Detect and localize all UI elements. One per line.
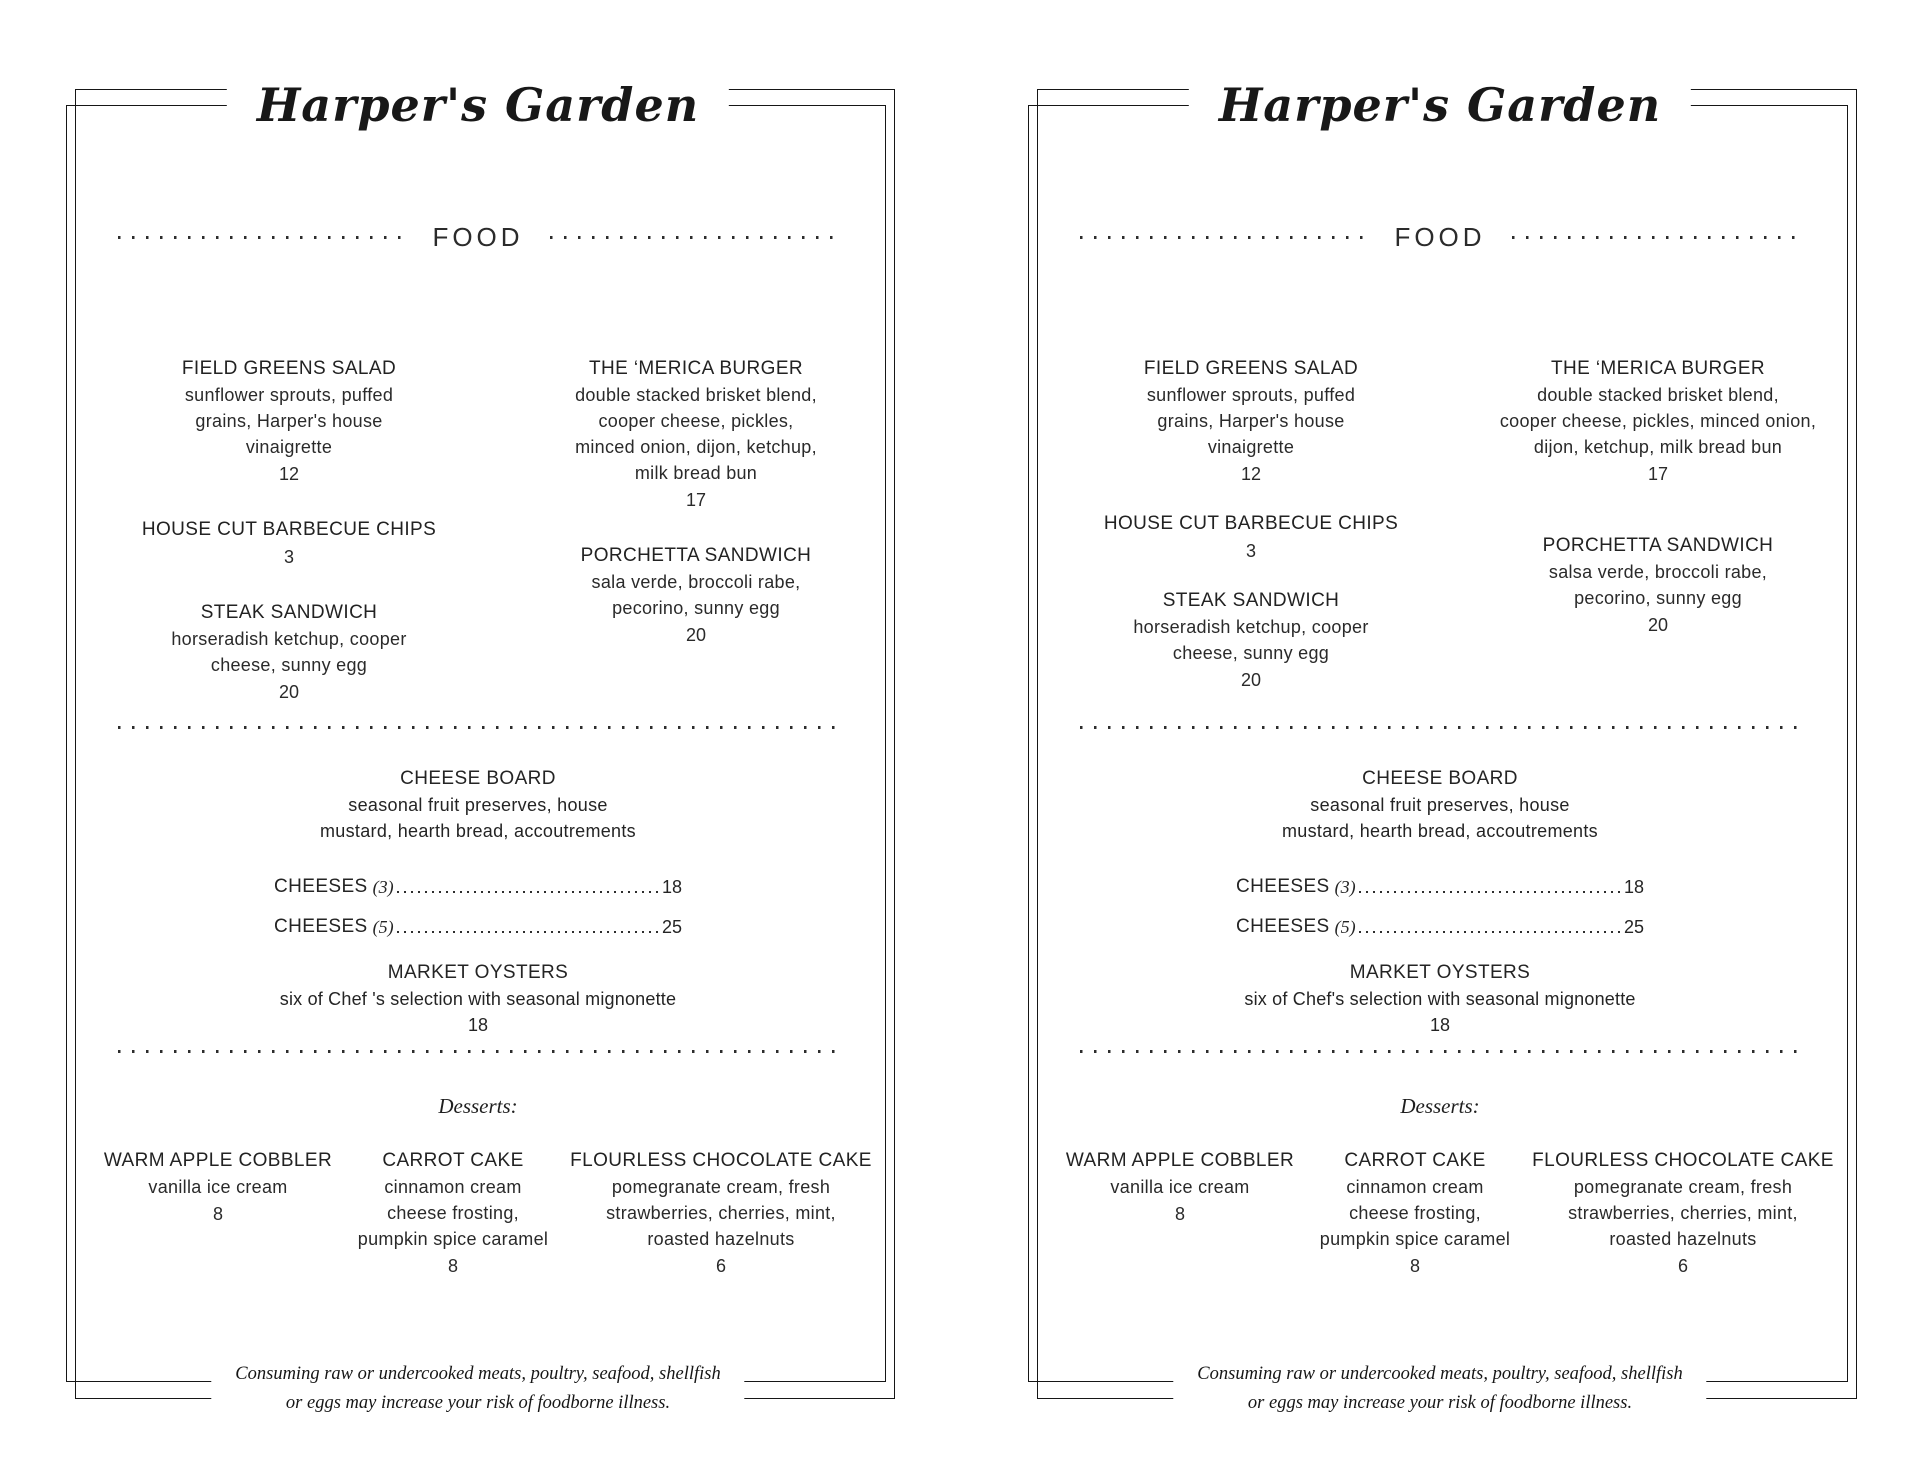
item-description-line: pumpkin spice caramel [1319,1229,1511,1249]
menu-item-flourless-chocolate-cake [570,1148,872,1279]
item-title: STEAK SANDWICH [1162,590,1340,611]
item-description-line: minced onion, dijon, ketchup, [575,437,817,457]
item-price: 8 [1174,1204,1185,1224]
cheese-board-section [1021,766,1859,952]
cheese-price-rows [274,872,682,938]
cheese-row-count: (3) [372,877,394,897]
food-column-right [566,356,826,678]
item-description-line: cheese, sunny egg [1172,643,1330,663]
item-description-line: milk bread bun [634,463,758,483]
footer-disclaimer-line: or eggs may increase your risk of foodborne illness. [285,1393,671,1413]
item-description-line: salsa verde, broccoli rabe, [1548,562,1768,582]
cheese-row-label: CHEESES [1236,876,1330,897]
item-description-line: double stacked brisket blend, [575,385,817,405]
footer-disclaimer [211,1356,744,1428]
cheese-row-label: CHEESES [274,876,368,897]
menu-item-flourless-chocolate-cake [1532,1148,1834,1279]
food-column-left [1103,356,1399,717]
item-price: 20 [1240,670,1262,690]
menu-item-porchetta-sandwich [1488,533,1828,638]
item-description-line: sala verde, broccoli rabe, [591,572,801,592]
item-description-line: pecorino, sunny egg [1574,588,1742,608]
menu-item-barbecue-chips [141,517,437,570]
dotted-leader [397,931,659,933]
cheese-row-price: 25 [1623,917,1644,937]
food-section-title: FOOD [1394,222,1486,252]
dotted-rule-left [1080,236,1369,239]
item-price: 6 [1677,1256,1688,1276]
item-title: FLOURLESS CHOCOLATE CAKE [1532,1150,1834,1171]
cheese-price-rows [1236,872,1644,938]
menu-item-steak-sandwich [1131,588,1371,693]
cheese-price-row [274,872,682,898]
restaurant-logo [1189,56,1691,154]
item-title: CARROT CAKE [382,1150,524,1171]
food-column-right [1488,356,1828,684]
item-title: PORCHETTA SANDWICH [1542,535,1774,556]
item-title: WARM APPLE COBBLER [1065,1150,1295,1171]
item-price: 18 [467,1015,489,1035]
item-price: 18 [1429,1015,1451,1035]
dotted-rule-right [550,236,839,239]
menu-panel-right [1021,50,1859,1442]
item-title: FIELD GREENS SALAD [1143,358,1359,379]
item-price: 20 [1647,615,1669,635]
item-description-line: vanilla ice cream [1110,1177,1250,1197]
restaurant-logo [227,56,729,154]
footer-disclaimer [1173,1356,1706,1428]
item-description-line: cheese, sunny egg [210,655,368,675]
item-description-line: six of Chef 's selection with seasonal mignonette [279,989,677,1009]
cheese-board-description-line: mustard, hearth bread, accoutrements [1282,821,1598,841]
footer-disclaimer-line: Consuming raw or undercooked meats, poultry, seafood, shellfish [1197,1364,1683,1384]
food-section-header [118,222,839,253]
cheese-board-description-line: mustard, hearth bread, accoutrements [320,821,636,841]
item-description-line: roasted hazelnuts [647,1229,795,1249]
item-description-line: cinnamon cream [384,1177,522,1197]
item-description-line: pecorino, sunny egg [612,598,780,618]
item-title: HOUSE CUT BARBECUE CHIPS [1103,513,1399,534]
item-description-line: cooper cheese, pickles, [598,411,794,431]
item-title: CARROT CAKE [1344,1150,1486,1171]
cheese-row-count: (5) [1334,917,1356,937]
item-description-line: horseradish ketchup, cooper [1133,617,1369,637]
menu-item-merica-burger [1488,356,1828,487]
menu-item-merica-burger [566,356,826,513]
cheese-board-section [59,766,897,952]
item-title: FLOURLESS CHOCOLATE CAKE [570,1150,872,1171]
desserts-heading: Desserts: [1400,1094,1480,1118]
item-price: 8 [212,1204,223,1224]
cheese-row-label: CHEESES [1236,916,1330,937]
item-description-line: horseradish ketchup, cooper [171,629,407,649]
item-price: 8 [447,1256,458,1276]
item-price: 20 [278,682,300,702]
item-title: MARKET OYSTERS [1349,962,1531,983]
item-description-line: vinaigrette [1207,437,1295,457]
item-description-line: roasted hazelnuts [1609,1229,1757,1249]
item-price: 20 [685,625,707,645]
item-description-line: grains, Harper's house [1157,411,1345,431]
menu-item-steak-sandwich [169,600,409,705]
item-description-line: vanilla ice cream [148,1177,288,1197]
item-price: 8 [1409,1256,1420,1276]
cheese-row-label: CHEESES [274,916,368,937]
cheese-price-row [1236,912,1644,938]
item-title: THE ‘MERICA BURGER [588,358,804,379]
dotted-leader [1359,891,1621,893]
item-title: PORCHETTA SANDWICH [580,545,812,566]
item-description-line: vinaigrette [245,437,333,457]
food-section-header [1080,222,1801,253]
item-description-line: strawberries, cherries, mint, [1568,1203,1798,1223]
item-description-line: pomegranate cream, fresh [611,1177,831,1197]
dotted-rule-right [1512,236,1801,239]
dotted-leader [397,891,659,893]
item-description-line: pumpkin spice caramel [357,1229,549,1249]
cheese-board-description-line: seasonal fruit preserves, house [348,795,608,815]
item-price: 6 [715,1256,726,1276]
section-divider-dotted [1080,726,1801,729]
food-column-left [141,356,437,735]
item-description-line: pomegranate cream, fresh [1573,1177,1793,1197]
item-price: 12 [278,464,300,484]
footer-disclaimer-line: or eggs may increase your risk of foodborne illness. [1247,1393,1633,1413]
menu-item-porchetta-sandwich [566,543,826,648]
food-section-title: FOOD [432,222,524,252]
item-description-line: cheese frosting, [387,1203,519,1223]
item-title: FIELD GREENS SALAD [181,358,397,379]
menu-item-market-oysters [1021,960,1859,1038]
dotted-rule-left [118,236,407,239]
cheese-row-price: 25 [661,917,682,937]
item-description-line: sunflower sprouts, puffed [184,385,394,405]
item-price: 3 [1245,541,1256,561]
item-title: WARM APPLE COBBLER [103,1150,333,1171]
dotted-leader [1359,931,1621,933]
cheese-row-count: (5) [372,917,394,937]
item-description-line: sunflower sprouts, puffed [1146,385,1356,405]
item-title: STEAK SANDWICH [200,602,378,623]
cheese-row-count: (3) [1334,877,1356,897]
restaurant-logo-text: Harper's Garden [1218,78,1662,132]
menu-item-market-oysters [59,960,897,1038]
cheese-board-description-line: seasonal fruit preserves, house [1310,795,1570,815]
item-description-line: cooper cheese, pickles, minced onion, [1499,411,1817,431]
item-price: 17 [1647,464,1669,484]
item-description-line: cinnamon cream [1346,1177,1484,1197]
cheese-price-row [274,912,682,938]
menu-item-field-greens-salad [169,356,409,487]
item-title: HOUSE CUT BARBECUE CHIPS [141,519,437,540]
section-divider-dotted [118,1050,839,1053]
item-description-line: double stacked brisket blend, [1537,385,1779,405]
item-price: 3 [283,547,294,567]
restaurant-logo-text: Harper's Garden [256,78,700,132]
cheese-board-title: CHEESE BOARD [400,768,556,789]
cheese-row-price: 18 [661,877,682,897]
item-description-line: grains, Harper's house [195,411,383,431]
section-divider-dotted [1080,1050,1801,1053]
item-title: MARKET OYSTERS [387,962,569,983]
item-title: THE ‘MERICA BURGER [1550,358,1766,379]
item-price: 12 [1240,464,1262,484]
section-divider-dotted [118,726,839,729]
cheese-price-row [1236,872,1644,898]
menu-item-field-greens-salad [1131,356,1371,487]
desserts-heading: Desserts: [438,1094,518,1118]
item-description-line: cheese frosting, [1349,1203,1481,1223]
menu-item-barbecue-chips [1103,511,1399,564]
item-description-line: dijon, ketchup, milk bread bun [1533,437,1783,457]
item-price: 17 [685,490,707,510]
menu-panel-left [59,50,897,1442]
cheese-row-price: 18 [1623,877,1644,897]
item-description-line: strawberries, cherries, mint, [606,1203,836,1223]
footer-disclaimer-line: Consuming raw or undercooked meats, poultry, seafood, shellfish [235,1364,721,1384]
cheese-board-title: CHEESE BOARD [1362,768,1518,789]
item-description-line: six of Chef's selection with seasonal mignonette [1244,989,1636,1009]
